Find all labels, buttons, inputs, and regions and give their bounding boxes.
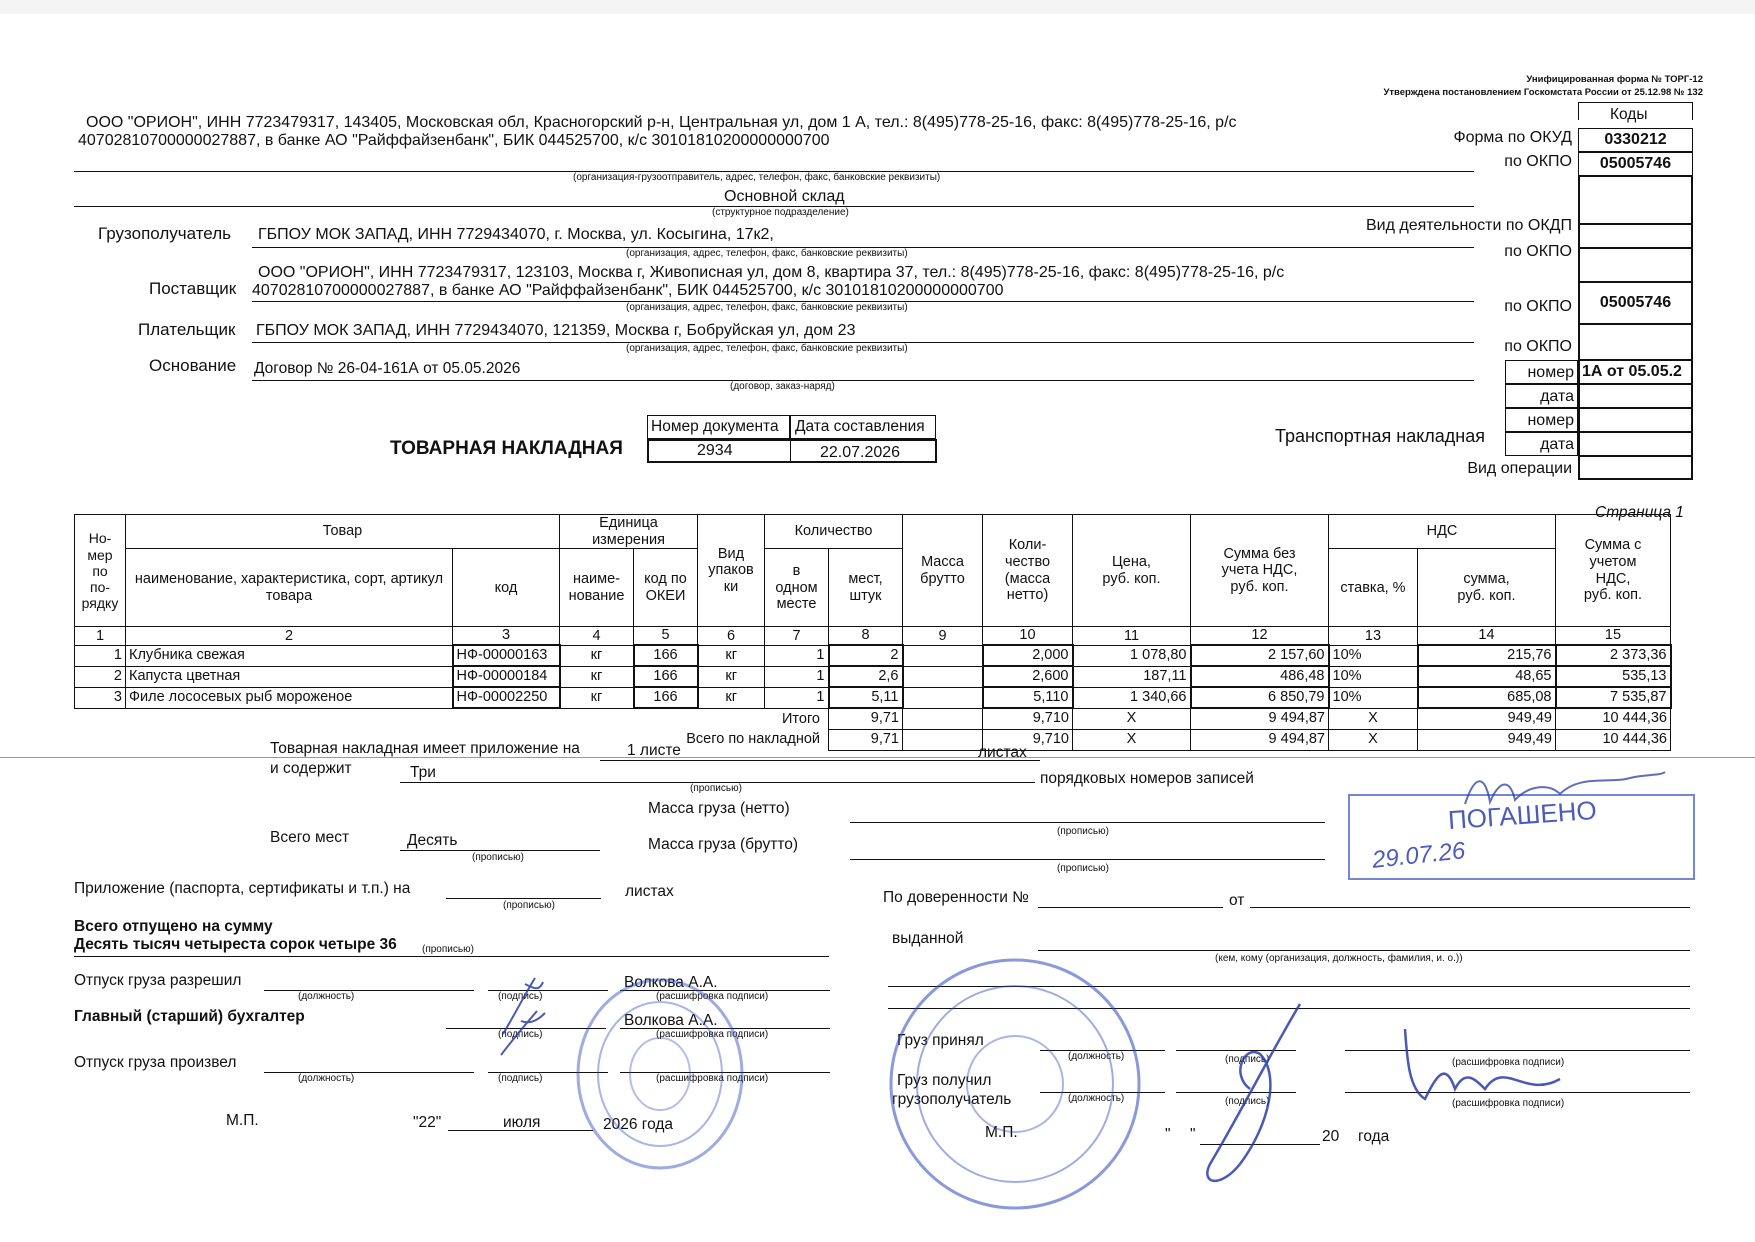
doc-date-header: Дата составления xyxy=(795,418,925,435)
th-places: мест, штук xyxy=(829,549,903,627)
okpo2-label: по ОКПО xyxy=(1504,243,1572,260)
gross-mass-label: Масса груза (брутто) xyxy=(648,836,799,853)
okud-code: 0330212 xyxy=(1578,128,1693,152)
tn-date-code xyxy=(1578,432,1693,456)
attach-caption: (прописью) xyxy=(503,900,555,911)
row-price: 187,11 xyxy=(1073,666,1191,687)
th-okei: код по ОКЕИ xyxy=(634,549,698,627)
basis-underline xyxy=(252,380,1474,381)
row-net: 2,000 xyxy=(983,645,1073,666)
col-number: 13 xyxy=(1329,627,1418,645)
net-mass-label: Масса груза (нетто) xyxy=(648,800,790,817)
accountant-decoding-caption: (расшифровка подписи) xyxy=(656,1029,769,1040)
row-total: 2 373,36 xyxy=(1556,645,1671,666)
contains-caption: (прописью) xyxy=(690,783,742,794)
contains-label: и содержит xyxy=(270,760,352,777)
released-by-label: Отпуск груза произвел xyxy=(74,1054,237,1071)
row-places: 5,11 xyxy=(829,687,903,708)
consignee-caption: (организация, адрес, телефон, факс, банковские реквизиты) xyxy=(626,248,908,259)
table-row xyxy=(75,666,1671,687)
itogo-total: 10 444,36 xyxy=(1556,708,1671,729)
row-places: 2,6 xyxy=(829,666,903,687)
row-unit: кг xyxy=(560,666,634,687)
row-gross xyxy=(903,687,983,708)
th-net: Коли- чество (масса нетто) xyxy=(983,515,1073,627)
accepted-position-caption: (должность) xyxy=(1068,1051,1125,1062)
row-gross xyxy=(903,645,983,666)
th-total: Сумма с учетом НДС, руб. коп. xyxy=(1556,515,1671,627)
received-position-caption: (должность) xyxy=(1068,1093,1125,1104)
okpo2-code xyxy=(1578,248,1693,282)
right-year: 20 xyxy=(1322,1128,1340,1145)
payer-caption: (организация, адрес, телефон, факс, банковские реквизиты) xyxy=(626,343,908,354)
document-title: ТОВАРНАЯ НАКЛАДНАЯ xyxy=(390,438,623,459)
release-allowed-label: Отпуск груза разрешил xyxy=(74,972,242,989)
col-number: 9 xyxy=(903,627,983,645)
row-qty-one: 1 xyxy=(765,687,829,708)
row-total: 7 535,87 xyxy=(1556,687,1671,708)
consignee-seal-icon xyxy=(885,954,1145,1214)
proxy-from: от xyxy=(1229,892,1245,909)
cargo-accepted-label: Груз принял xyxy=(897,1032,984,1049)
codes-title-box xyxy=(1578,102,1693,120)
th-gross: Масса брутто xyxy=(903,515,983,627)
row-code: НФ-00000163 xyxy=(453,645,560,666)
col-number: 6 xyxy=(698,627,765,645)
attach-underline xyxy=(446,898,601,899)
subdivision-caption: (структурное подразделение) xyxy=(712,207,849,218)
document-page xyxy=(0,14,1755,1242)
shipper-line1: ООО "ОРИОН", ИНН 7723479317, 143405, Московская обл, Красногорский р-н, Центральная ул, дом 1 А, тел.: 8(495)778-25-16, факс: 8(495)778-25-16, р/с xyxy=(86,114,1237,131)
row-net: 2,600 xyxy=(983,666,1073,687)
row-vat-sum: 48,65 xyxy=(1418,666,1556,687)
tn-number-code xyxy=(1578,408,1693,432)
signature-caption: (подпись) xyxy=(498,991,543,1002)
appendix-value: 1 листе xyxy=(627,742,681,759)
th-num: Но- мер по по- рядку xyxy=(75,515,126,627)
page-number: Страница 1 xyxy=(1595,504,1684,521)
row-name: Капуста цветная xyxy=(126,666,453,687)
th-pack: Вид упаков ки xyxy=(698,515,765,627)
okpo3-label: по ОКПО xyxy=(1504,298,1572,315)
date-month: июля xyxy=(503,1114,541,1131)
supplier-line1: ООО "ОРИОН", ИНН 7723479317, 123103, Москва г, Живописная ул, дом 8, квартира 37, тел.: 8(495)778-25-16, факс: 8(495)778-25-16, р/с xyxy=(258,264,1285,281)
row-sum: 2 157,60 xyxy=(1191,645,1329,666)
vsego-total: 10 444,36 xyxy=(1556,729,1671,750)
appendix-label: Товарная накладная имеет приложение на xyxy=(270,740,580,757)
tn-date-label: дата xyxy=(1540,436,1574,453)
row-net: 5,110 xyxy=(983,687,1073,708)
row-pack: кг xyxy=(698,666,765,687)
form-name: Унифицированная форма № ТОРГ-12 xyxy=(1526,74,1703,85)
tn-number-label: номер xyxy=(1527,412,1574,429)
basis-date-code xyxy=(1578,384,1693,408)
row-unit: кг xyxy=(560,645,634,666)
row-okei: 166 xyxy=(634,645,698,666)
issued-label: выданной xyxy=(892,930,964,947)
attach-label: Приложение (паспорта, сертификаты и т.п.) на xyxy=(74,880,411,897)
row-num: 3 xyxy=(75,687,126,708)
vsego-gross xyxy=(903,729,983,750)
itogo-net: 9,710 xyxy=(983,708,1073,729)
consignee-label: Грузополучатель xyxy=(98,224,231,243)
col-number: 8 xyxy=(829,627,903,645)
col-number: 11 xyxy=(1073,627,1191,645)
shipper-line2: 40702810700000027887, в банке АО "Райффайзенбанк", БИК 044525700, к/с 30101810200000000700 xyxy=(78,132,830,149)
issued-caption: (кем, кому (организация, должность, фамилия, и. о.)) xyxy=(1215,953,1463,964)
row-pack: кг xyxy=(698,645,765,666)
itogo-price: X xyxy=(1073,708,1191,729)
net-mass-caption: (прописью) xyxy=(1057,826,1109,837)
row-num: 1 xyxy=(75,645,126,666)
vsego-sum: 9 494,87 xyxy=(1191,729,1329,750)
mp-left: М.П. xyxy=(226,1112,259,1129)
records-label: порядковых номеров записей xyxy=(1040,770,1254,787)
col-number: 12 xyxy=(1191,627,1329,645)
release-allowed-name: Волкова А.А. xyxy=(624,974,718,991)
paid-stamp-date: 29.07.26 xyxy=(1370,837,1467,874)
basis-number-label: номер xyxy=(1527,364,1574,381)
released-sum-underline xyxy=(74,956,829,957)
date-day: "22" xyxy=(413,1114,442,1131)
th-unit-name: наиме- нование xyxy=(560,549,634,627)
received-signature-caption: (подпись) xyxy=(1225,1096,1270,1107)
doc-number: 2934 xyxy=(697,442,733,459)
appendix-underline xyxy=(600,760,1040,761)
row-okei: 166 xyxy=(634,687,698,708)
codes-title: Коды xyxy=(1610,106,1648,123)
places-label: Всего мест xyxy=(270,829,350,846)
itogo-sum: 9 494,87 xyxy=(1191,708,1329,729)
doc-values-divider xyxy=(790,439,791,463)
row-sum: 6 850,79 xyxy=(1191,687,1329,708)
released-sum-label: Всего отпущено на сумму xyxy=(74,918,273,935)
mp-right: М.П. xyxy=(985,1124,1018,1141)
okpo4-code xyxy=(1578,324,1693,360)
row-qty-one: 1 xyxy=(765,666,829,687)
date-quote-close: " xyxy=(1190,1126,1196,1143)
row-vat-rate: 10% xyxy=(1329,687,1418,708)
right-year-word: года xyxy=(1358,1128,1390,1145)
col-number: 3 xyxy=(453,627,560,645)
th-vat-sum: сумма, руб. коп. xyxy=(1418,549,1556,627)
okpo-code: 05005746 xyxy=(1578,152,1693,176)
places-underline xyxy=(400,850,600,851)
accepted-decoding-caption: (расшифровка подписи) xyxy=(1452,1057,1565,1068)
th-code: код xyxy=(453,549,560,627)
th-vat-rate: ставка, % xyxy=(1329,549,1418,627)
shipper-caption: (организация-грузоотправитель, адрес, телефон, факс, банковские реквизиты) xyxy=(573,172,941,183)
places-caption: (прописью) xyxy=(472,852,524,863)
vsego-rate: X xyxy=(1329,729,1418,750)
itogo-vat: 949,49 xyxy=(1418,708,1556,729)
tn-label: Транспортная накладная xyxy=(1274,426,1485,446)
chief-accountant-label: Главный (старший) бухгалтер xyxy=(74,1008,305,1025)
okdp-code xyxy=(1578,224,1693,248)
date-year: 2026 года xyxy=(603,1116,674,1133)
issued-underline xyxy=(1038,950,1690,951)
col-number: 7 xyxy=(765,627,829,645)
page-fold-line xyxy=(0,757,1755,758)
table-row xyxy=(75,687,1671,708)
column-numbers-row xyxy=(75,627,1671,645)
signature-icon xyxy=(1190,994,1320,1194)
vsego-price: X xyxy=(1073,729,1191,750)
col-number: 2 xyxy=(126,627,453,645)
decoding-caption: (расшифровка подписи) xyxy=(656,991,769,1002)
row-unit: кг xyxy=(560,687,634,708)
okud-label: Форма по ОКУД xyxy=(1453,129,1572,146)
released-by-signature-caption: (подпись) xyxy=(498,1073,543,1084)
okdp-label: Вид деятельности по ОКДП xyxy=(1365,217,1572,234)
supplier-caption: (организация, адрес, телефон, факс, банковские реквизиты) xyxy=(626,302,908,313)
date-quote-open: " xyxy=(1165,1126,1171,1143)
row-name: Филе лососевых рыб мороженое xyxy=(126,687,453,708)
release-allowed-position-line xyxy=(264,990,474,991)
gross-mass-caption: (прописью) xyxy=(1057,863,1109,874)
accountant-signature-caption: (подпись) xyxy=(498,1029,543,1040)
itogo-rate: X xyxy=(1329,708,1418,729)
doc-date: 22.07.2026 xyxy=(820,444,901,461)
released-by-decoding-caption: (расшифровка подписи) xyxy=(656,1073,769,1084)
okpo4-label: по ОКПО xyxy=(1504,338,1572,355)
col-number: 10 xyxy=(983,627,1073,645)
okpo3-code: 05005746 xyxy=(1578,282,1693,324)
th-sum-novat: Сумма без учета НДС, руб. коп. xyxy=(1191,515,1329,627)
th-price: Цена, руб. коп. xyxy=(1073,515,1191,627)
vsego-vat: 949,49 xyxy=(1418,729,1556,750)
row-vat-rate: 10% xyxy=(1329,645,1418,666)
row-num: 2 xyxy=(75,666,126,687)
th-goods: Товар xyxy=(126,515,560,549)
row-code: НФ-00000184 xyxy=(453,666,560,687)
supplier-line2: 40702810700000027887, в банке АО "Райффайзенбанк", БИК 044525700, к/с 30101810200000000700 xyxy=(252,282,1004,299)
row-vat-rate: 10% xyxy=(1329,666,1418,687)
subdivision-value: Основной склад xyxy=(724,188,845,205)
appendix-sheets: листах xyxy=(978,744,1027,761)
contains-value: Три xyxy=(410,764,436,781)
th-goods-name: наименование, характеристика, сорт, артикул товара xyxy=(126,549,453,627)
col-number: 14 xyxy=(1418,627,1556,645)
basis-number-code: 1А от 05.05.2 xyxy=(1578,360,1693,384)
goods-table xyxy=(74,514,1672,751)
proxy-label: По доверенности № xyxy=(883,889,1029,906)
itogo-gross xyxy=(903,708,983,729)
op-code xyxy=(1578,456,1693,480)
signature-icon xyxy=(1460,764,1670,814)
proxy-date-underline xyxy=(1250,907,1690,908)
vsego-places: 9,71 xyxy=(829,729,903,750)
itogo-places: 9,71 xyxy=(829,708,903,729)
row-gross xyxy=(903,666,983,687)
th-qty: Количество xyxy=(765,515,903,549)
supplier-label: Поставщик xyxy=(149,279,237,298)
table-row xyxy=(75,645,1671,666)
row-vat-sum: 685,08 xyxy=(1418,687,1556,708)
accepted-signature-caption: (подпись) xyxy=(1225,1054,1270,1065)
released-sum-caption: (прописью) xyxy=(422,944,474,955)
vsego-net: 9,710 xyxy=(983,729,1073,750)
proxy-underline xyxy=(1038,907,1223,908)
vsego-label: Всего по накладной xyxy=(686,731,820,748)
operation-label: Вид операции xyxy=(1467,460,1572,477)
position-caption: (должность) xyxy=(298,991,355,1002)
row-total: 535,13 xyxy=(1556,666,1671,687)
cargo-received-label: Груз получил xyxy=(897,1072,992,1089)
th-vat: НДС xyxy=(1329,515,1556,549)
itogo-label: Итого xyxy=(782,710,820,727)
basis-caption: (договор, заказ-наряд) xyxy=(730,381,835,392)
th-unit: Единица измерения xyxy=(560,515,698,549)
row-name: Клубника свежая xyxy=(126,645,453,666)
signature-icon xyxy=(1395,1019,1565,1109)
col-number: 1 xyxy=(75,627,126,645)
row-places: 2 xyxy=(829,645,903,666)
signature-icon xyxy=(495,1009,555,1059)
col-number: 15 xyxy=(1556,627,1671,645)
basis-value: Договор № 26-04-161А от 05.05.2026 xyxy=(254,360,521,377)
supplier-seal-icon xyxy=(570,974,750,1174)
released-sum-value: Десять тысяч четыреста сорок четыре 36 xyxy=(74,936,397,953)
payer-label: Плательщик xyxy=(138,320,236,339)
basis-label: Основание xyxy=(149,356,237,375)
col-number: 5 xyxy=(634,627,698,645)
empty-code-1 xyxy=(1578,176,1693,224)
consignee-word: грузополучатель xyxy=(892,1091,1012,1108)
attach-sheets: листах xyxy=(625,883,674,900)
received-decoding-caption: (расшифровка подписи) xyxy=(1452,1098,1565,1109)
gross-mass-underline xyxy=(850,859,1325,860)
th-qty-one: в одном месте xyxy=(765,549,829,627)
row-pack: кг xyxy=(698,687,765,708)
row-sum: 486,48 xyxy=(1191,666,1329,687)
row-code: НФ-00002250 xyxy=(453,687,560,708)
net-mass-underline xyxy=(850,822,1325,823)
released-by-position-caption: (должность) xyxy=(298,1073,355,1084)
form-approval: Утверждена постановлением Госкомстата России от 25.12.98 № 132 xyxy=(1383,87,1703,98)
col-number: 4 xyxy=(560,627,634,645)
consignee-value: ГБПОУ МОК ЗАПАД, ИНН 7729434070, г. Москва, ул. Косыгина, 17к2, xyxy=(258,226,774,243)
released-by-position-line xyxy=(264,1072,474,1073)
row-vat-sum: 215,76 xyxy=(1418,645,1556,666)
accountant-name: Волкова А.А. xyxy=(624,1012,718,1029)
okpo-label: по ОКПО xyxy=(1504,153,1572,170)
row-qty-one: 1 xyxy=(765,645,829,666)
paid-stamp-text: ПОГАШЕНО xyxy=(1447,794,1598,836)
row-price: 1 340,66 xyxy=(1073,687,1191,708)
itogo-row xyxy=(75,708,1671,729)
payer-value: ГБПОУ МОК ЗАПАД, ИНН 7729434070, 121359, Москва г, Бобруйская ул, дом 23 xyxy=(256,322,856,339)
row-price: 1 078,80 xyxy=(1073,645,1191,666)
doc-number-header: Номер документа xyxy=(651,418,779,435)
row-okei: 166 xyxy=(634,666,698,687)
places-value: Десять xyxy=(407,832,458,849)
basis-date-label: дата xyxy=(1540,388,1574,405)
